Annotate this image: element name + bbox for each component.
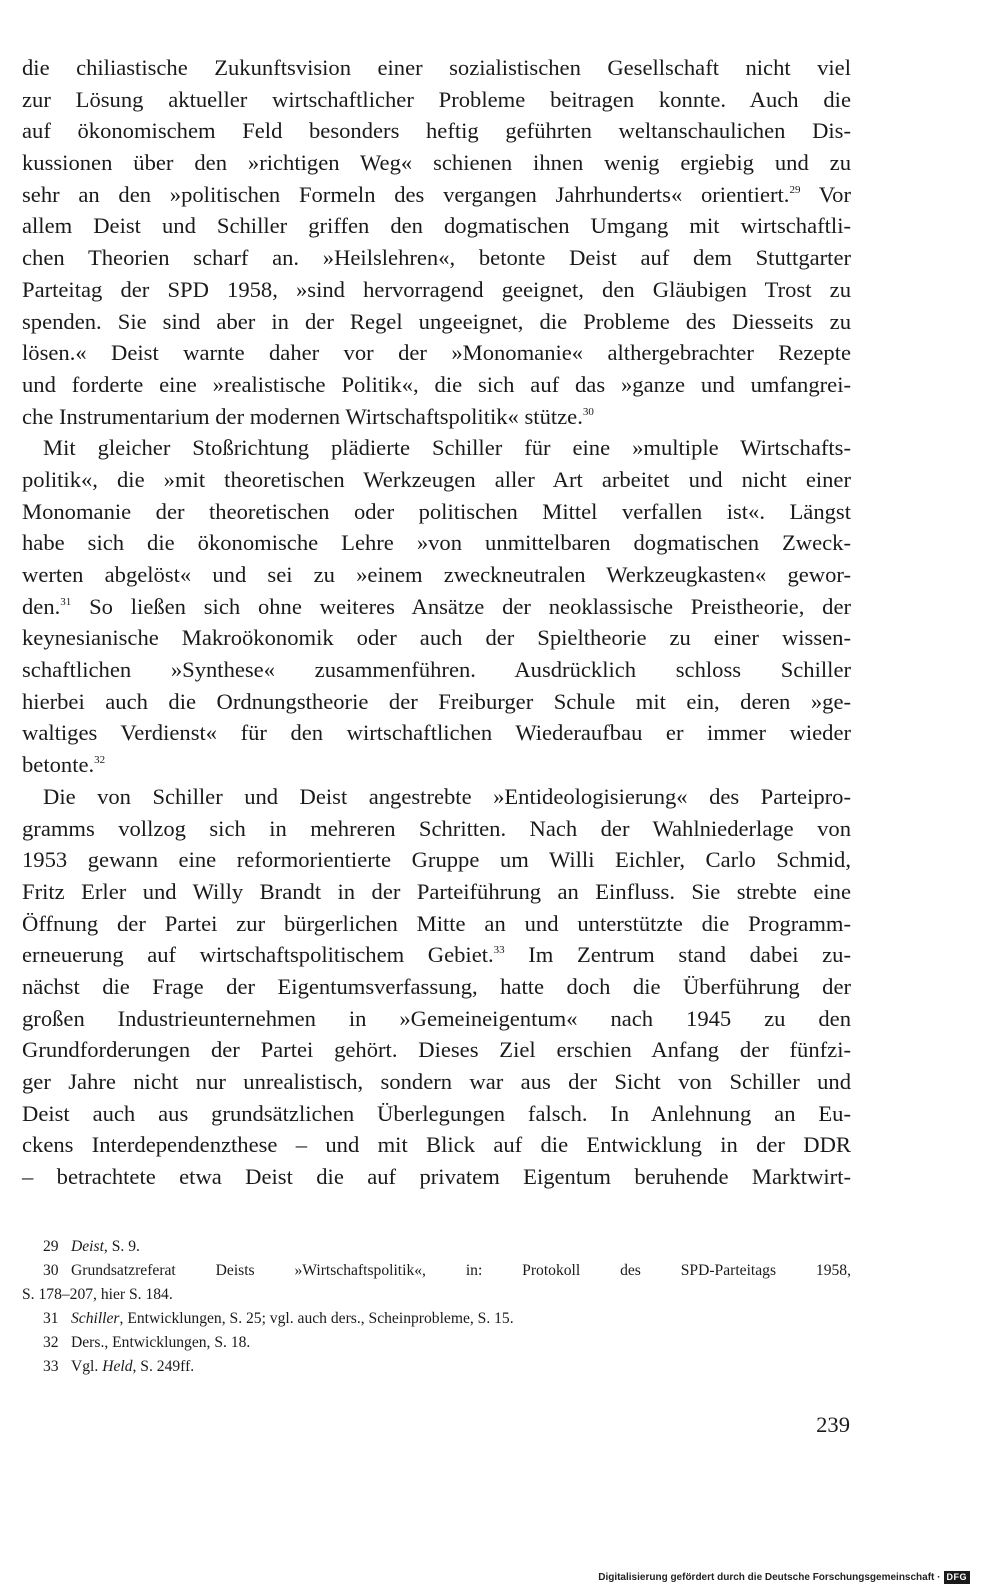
line-text: allem Deist und Schiller griffen den dogmatischen Umgang mit wirtschaftli-: [22, 213, 851, 239]
text-line: [22, 813, 851, 845]
page-number: 239: [816, 1412, 850, 1437]
line-text: werten abgelöst« und sei zu »einem zweckneutralen Werkzeugkasten« gewor-: [22, 562, 851, 587]
footnote: [22, 1331, 851, 1355]
line-text: nächst die Frage der Eigentumsverfassung, hatte doch die Überführung der: [22, 973, 851, 999]
footnote-text: Grundsatzreferat Deists »Wirtschaftspolitik«, in: Protokoll des SPD-Parteitags 1958,: [71, 1262, 851, 1279]
text-line: [22, 1161, 851, 1193]
line-text: den.: [22, 593, 61, 619]
line-text: Fritz Erler und Willy Brandt in der Parteiführung an Einfluss. Sie strebte eine: [22, 878, 851, 904]
line-text: betonte.: [22, 752, 95, 778]
footnote-marker[interactable]: 29: [789, 183, 801, 196]
main-text: [22, 52, 851, 1193]
footnote: [22, 1235, 851, 1259]
footnote-author: Deist: [71, 1238, 104, 1255]
footnote-number: 33: [43, 1358, 59, 1375]
credit-text: Digitalisierung gefördert durch die Deutsche Forschungsgemeinschaft ·: [598, 1571, 941, 1583]
line-text: politik«, die »mit theoretischen Werkzeugen aller Art arbeitet und nicht einer: [22, 466, 851, 492]
line-text: Grundforderungen der Partei gehört. Dieses Ziel erschien Anfang der fünfzi-: [22, 1037, 851, 1063]
footnote-text: , S. 249ff.: [132, 1358, 195, 1375]
line-text: sehr an den »politischen Formeln des vergangen Jahrhunderts« orientiert.: [22, 181, 790, 207]
text-line: [22, 527, 851, 559]
footnote-text: , Entwicklungen, S. 25; vgl. auch ders., Scheinprobleme, S. 15.: [119, 1310, 514, 1327]
line-text: großen Industrieunternehmen in »Gemeineigentum« nach 1945 zu den: [22, 1005, 851, 1031]
line-text: habe sich die ökonomische Lehre »von unmittelbaren dogmatischen Zweck-: [22, 530, 851, 556]
line-text: kussionen über den »richtigen Weg« schienen ihnen wenig ergiebig und zu: [22, 150, 851, 176]
line-text: waltiges Verdienst« für den wirtschaftlichen Wiederaufbau er immer wieder: [22, 720, 851, 746]
footnote-number: 32: [43, 1334, 59, 1351]
dfg-logo: DFG: [944, 1571, 971, 1584]
text-line: [22, 179, 851, 211]
text-line: [22, 496, 851, 528]
text-line: [22, 464, 851, 496]
text-line: [22, 591, 851, 623]
text-line: [22, 84, 851, 116]
line-text-after-marker: Im Zentrum stand dabei zu-: [528, 942, 851, 968]
digitization-credit: [598, 1570, 970, 1584]
footnote-marker[interactable]: 33: [493, 944, 505, 957]
line-text: zur Lösung aktueller wirtschaftlicher Probleme beitragen konnte. Auch die: [22, 86, 851, 112]
footnotes: [22, 1235, 851, 1379]
line-text: Deist auch aus grundsätzlichen Überlegungen falsch. In Anlehnung an Eu-: [22, 1100, 851, 1126]
text-line: [22, 876, 851, 908]
footnote-marker[interactable]: 32: [94, 754, 106, 767]
footnote-marker[interactable]: 31: [60, 595, 72, 608]
line-text: 1953 gewann eine reformorientierte Gruppe um Willi Eichler, Carlo Schmid,: [22, 847, 851, 873]
text-line: [22, 337, 851, 369]
line-text: Parteitag der SPD 1958, »sind hervorragend geeignet, den Gläubigen Trost zu: [22, 276, 851, 302]
line-text: chen Theorien scharf an. »Heilslehren«, betonte Deist auf dem Stuttgarter: [22, 245, 851, 271]
text-line: [22, 971, 851, 1003]
footnote-author: Held: [102, 1358, 133, 1375]
line-text: auf ökonomischem Feld besonders heftig geführten weltanschaulichen Dis-: [22, 118, 851, 144]
text-line: [22, 622, 851, 654]
text-line: [22, 401, 851, 433]
footnote-continuation: [22, 1283, 851, 1307]
line-text: Öffnung der Partei zur bürgerlichen Mitte an und unterstützte die Programm-: [22, 910, 851, 936]
text-line: [22, 1129, 851, 1161]
line-text: ger Jahre nicht nur unrealistisch, sondern war aus der Sicht von Schiller und: [22, 1069, 851, 1094]
text-line: [22, 242, 851, 274]
line-text: die chiliastische Zukunftsvision einer sozialistischen Gesellschaft nicht viel: [22, 55, 851, 80]
text-line: [22, 717, 851, 749]
footnote: [22, 1307, 851, 1331]
text-line: [22, 274, 851, 306]
text-line: [22, 1098, 851, 1130]
text-line: [22, 432, 851, 464]
line-text: hierbei auch die Ordnungstheorie der Freiburger Schule mit ein, deren »ge-: [22, 688, 851, 714]
footnote: [22, 1355, 851, 1379]
text-line: [22, 1066, 851, 1098]
text-line: [22, 52, 851, 84]
footnote: [22, 1259, 851, 1283]
text-line: [22, 306, 851, 338]
text-line: [22, 844, 851, 876]
text-line: [22, 781, 851, 813]
line-text: Die von Schiller und Deist angestrebte »Entideologisierung« des Parteipro-: [43, 783, 851, 809]
text-line: [22, 147, 851, 179]
line-text: ckens Interdependenzthese – und mit Blick auf die Entwicklung in der DDR: [22, 1132, 851, 1158]
footnote-text: Ders., Entwicklungen, S. 18.: [71, 1334, 251, 1351]
text-line: [22, 939, 851, 971]
line-text: che Instrumentarium der modernen Wirtschaftspolitik« stütze.: [22, 403, 583, 429]
text-line: [22, 369, 851, 401]
footnote-marker[interactable]: 30: [582, 405, 594, 418]
line-text: lösen.« Deist warnte daher vor der »Monomanie« althergebrachter Rezepte: [22, 340, 851, 366]
line-text-after-marker: So ließen sich ohne weiteres Ansätze der neoklassische Preistheorie, der: [89, 593, 851, 619]
line-text: schaftlichen »Synthese« zusammenführen. Ausdrücklich schloss Schiller: [22, 657, 851, 683]
footnote-number: 31: [43, 1310, 59, 1327]
footnote-number: 30: [43, 1262, 59, 1279]
footnote-number: 29: [43, 1238, 59, 1255]
line-text: erneuerung auf wirtschaftspolitischem Gebiet.: [22, 942, 494, 968]
footnote-text: S. 178–207, hier S. 184.: [22, 1286, 173, 1303]
footnote-prefix: Vgl.: [71, 1358, 103, 1375]
text-line: [22, 210, 851, 242]
line-text: gramms vollzog sich in mehreren Schritten. Nach der Wahlniederlage von: [22, 815, 851, 841]
line-text: Monomanie der theoretischen oder politischen Mittel verfallen ist«. Längst: [22, 498, 851, 524]
text-line: [22, 749, 851, 781]
text-line: [22, 1034, 851, 1066]
text-line: [22, 559, 851, 591]
text-line: [22, 686, 851, 718]
line-text: und forderte eine »realistische Politik«, die sich auf das »ganze und umfangrei-: [22, 371, 851, 397]
line-text-after-marker: Vor: [818, 181, 851, 207]
text-line: [22, 115, 851, 147]
text-line: [22, 654, 851, 686]
footnote-text: , S. 9.: [103, 1238, 140, 1255]
line-text: Mit gleicher Stoßrichtung plädierte Schiller für eine »multiple Wirtschafts-: [43, 435, 851, 461]
line-text: spenden. Sie sind aber in der Regel ungeeignet, die Probleme des Diesseits zu: [22, 308, 851, 334]
footnote-author: Schiller: [71, 1310, 120, 1327]
line-text: – betrachtete etwa Deist die auf privatem Eigentum beruhende Marktwirt-: [22, 1164, 851, 1190]
text-line: [22, 1003, 851, 1035]
line-text: keynesianische Makroökonomik oder auch der Spieltheorie zu einer wissen-: [22, 625, 851, 651]
text-line: [22, 908, 851, 940]
